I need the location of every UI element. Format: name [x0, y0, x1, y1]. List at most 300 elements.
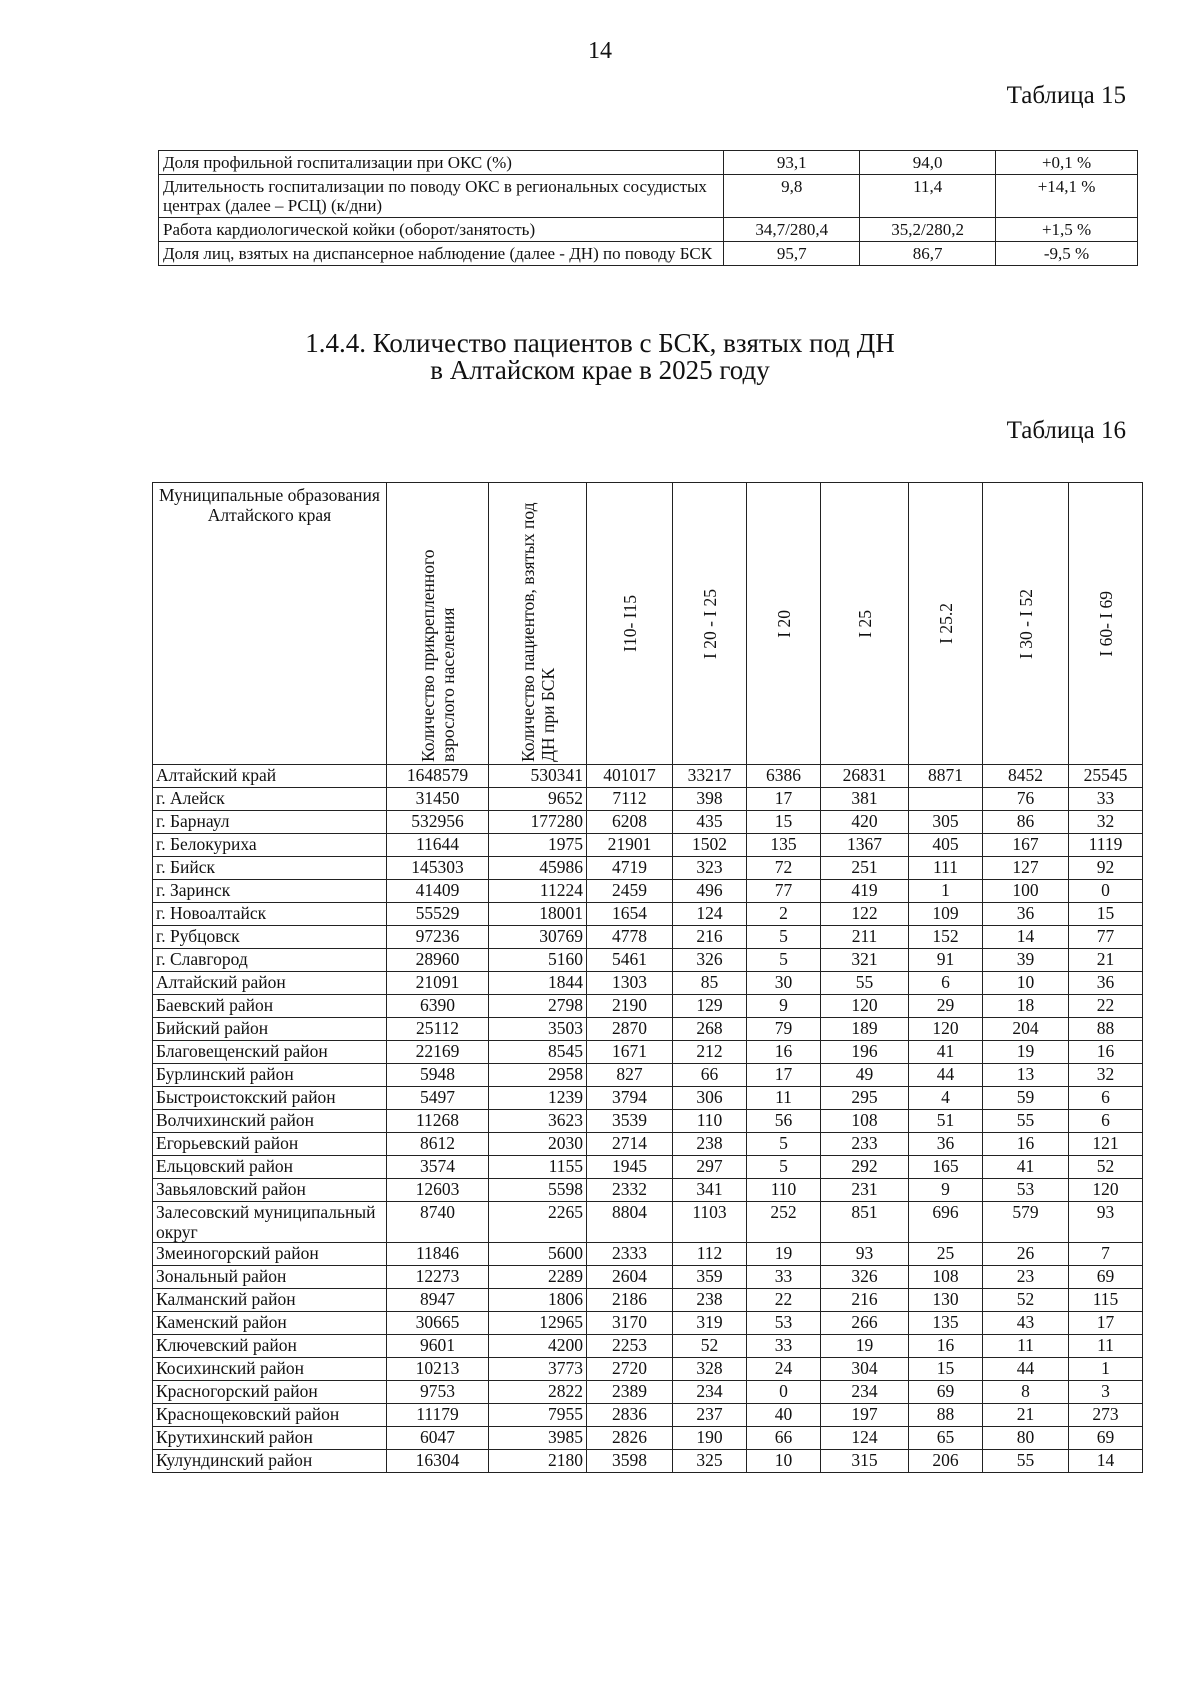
cell-col-2: 2180 — [489, 1450, 587, 1473]
table-row — [153, 972, 1143, 995]
cell-col-2: 1806 — [489, 1289, 587, 1312]
table-row — [153, 1404, 1143, 1427]
cell-col-1: 9601 — [387, 1335, 489, 1358]
cell-col-2: 2822 — [489, 1381, 587, 1404]
cell-col-4: 190 — [673, 1427, 747, 1450]
cell-col-7: 88 — [909, 1404, 983, 1427]
cell-col-4: 435 — [673, 811, 747, 834]
cell-col-2: 5160 — [489, 949, 587, 972]
municipality-name: Бийский район — [153, 1018, 387, 1041]
cell-col-4: 297 — [673, 1156, 747, 1179]
cell-col-3: 2333 — [587, 1243, 673, 1266]
cell-col-7: 65 — [909, 1427, 983, 1450]
table-row — [153, 811, 1143, 834]
cell-col-5: 30 — [747, 972, 821, 995]
cell-col-8: 43 — [983, 1312, 1069, 1335]
cell-col-2: 2798 — [489, 995, 587, 1018]
cell-col-8: 86 — [983, 811, 1069, 834]
cell-col-7: 696 — [909, 1202, 983, 1243]
cell-col-7: 9 — [909, 1179, 983, 1202]
cell-col-6: 419 — [821, 880, 909, 903]
cell-col-1: 5497 — [387, 1087, 489, 1110]
cell-col-1: 11268 — [387, 1110, 489, 1133]
cell-col-9: 6 — [1069, 1087, 1143, 1110]
cell-col-9: 93 — [1069, 1202, 1143, 1243]
cell-col-8: 167 — [983, 834, 1069, 857]
cell-col-6: 292 — [821, 1156, 909, 1179]
table-row — [153, 1110, 1143, 1133]
cell-col-3: 827 — [587, 1064, 673, 1087]
cell-col-7: 91 — [909, 949, 983, 972]
cell-col-3: 1671 — [587, 1041, 673, 1064]
cell-col-6: 197 — [821, 1404, 909, 1427]
table-row — [153, 1243, 1143, 1266]
table-row — [153, 949, 1143, 972]
municipality-name: Крутихинский район — [153, 1427, 387, 1450]
cell-col-9: 69 — [1069, 1266, 1143, 1289]
cell-col-4: 496 — [673, 880, 747, 903]
cell-col-8: 19 — [983, 1041, 1069, 1064]
cell-col-2: 12965 — [489, 1312, 587, 1335]
table-row — [159, 242, 1138, 266]
cell-col-9: 6 — [1069, 1110, 1143, 1133]
cell-col-4: 1502 — [673, 834, 747, 857]
cell-col-3: 2190 — [587, 995, 673, 1018]
table-row — [153, 857, 1143, 880]
cell-col-9: 32 — [1069, 1064, 1143, 1087]
table-row — [153, 834, 1143, 857]
municipality-name: Завьяловский район — [153, 1179, 387, 1202]
cell-col-9: 17 — [1069, 1312, 1143, 1335]
cell-col-7: 16 — [909, 1335, 983, 1358]
cell-col-1: 6047 — [387, 1427, 489, 1450]
cell-col-4: 112 — [673, 1243, 747, 1266]
cell-col-2: 8545 — [489, 1041, 587, 1064]
cell-col-4: 238 — [673, 1133, 747, 1156]
cell-col-8: 127 — [983, 857, 1069, 880]
municipality-name: Благовещенский район — [153, 1041, 387, 1064]
cell-col-8: 52 — [983, 1289, 1069, 1312]
cell-col-4: 323 — [673, 857, 747, 880]
cell-col-7: 130 — [909, 1289, 983, 1312]
cell-col-2: 18001 — [489, 903, 587, 926]
cell-col-9: 121 — [1069, 1133, 1143, 1156]
cell-col-1: 5948 — [387, 1064, 489, 1087]
table-row — [159, 218, 1138, 242]
table-row — [153, 1312, 1143, 1335]
cell-col-2: 9652 — [489, 788, 587, 811]
header-col-2-label: Количество пациентов, взятых под ДН при БСК — [517, 502, 558, 762]
value-previous: 9,8 — [724, 175, 860, 218]
cell-col-4: 85 — [673, 972, 747, 995]
cell-col-5: 22 — [747, 1289, 821, 1312]
header-col-6 — [821, 483, 909, 765]
cell-col-3: 1654 — [587, 903, 673, 926]
cell-col-9: 25545 — [1069, 765, 1143, 788]
municipality-name: Волчихинский район — [153, 1110, 387, 1133]
cell-col-9: 1119 — [1069, 834, 1143, 857]
cell-col-6: 108 — [821, 1110, 909, 1133]
cell-col-6: 251 — [821, 857, 909, 880]
cell-col-3: 3539 — [587, 1110, 673, 1133]
cell-col-1: 532956 — [387, 811, 489, 834]
cell-col-2: 4200 — [489, 1335, 587, 1358]
table-16-header-row — [153, 483, 1143, 765]
municipality-name: Краснощековский район — [153, 1404, 387, 1427]
cell-col-2: 530341 — [489, 765, 587, 788]
cell-col-8: 23 — [983, 1266, 1069, 1289]
cell-col-8: 8452 — [983, 765, 1069, 788]
cell-col-2: 30769 — [489, 926, 587, 949]
cell-col-4: 325 — [673, 1450, 747, 1473]
cell-col-2: 177280 — [489, 811, 587, 834]
cell-col-4: 326 — [673, 949, 747, 972]
cell-col-4: 234 — [673, 1381, 747, 1404]
cell-col-6: 55 — [821, 972, 909, 995]
cell-col-2: 2265 — [489, 1202, 587, 1243]
header-col-3 — [587, 483, 673, 765]
cell-col-7: 4 — [909, 1087, 983, 1110]
cell-col-9: 11 — [1069, 1335, 1143, 1358]
cell-col-8: 579 — [983, 1202, 1069, 1243]
cell-col-8: 100 — [983, 880, 1069, 903]
cell-col-6: 304 — [821, 1358, 909, 1381]
cell-col-4: 237 — [673, 1404, 747, 1427]
header-col-8-label: I 30 - I 52 — [1015, 588, 1036, 659]
cell-col-8: 53 — [983, 1179, 1069, 1202]
table-15 — [158, 150, 1138, 266]
table-row — [153, 1450, 1143, 1473]
cell-col-6: 216 — [821, 1289, 909, 1312]
cell-col-4: 212 — [673, 1041, 747, 1064]
cell-col-5: 33 — [747, 1335, 821, 1358]
table-row — [153, 1381, 1143, 1404]
cell-col-5: 6386 — [747, 765, 821, 788]
header-col-4-label: I 20 - I 25 — [699, 588, 720, 659]
cell-col-4: 359 — [673, 1266, 747, 1289]
cell-col-6: 234 — [821, 1381, 909, 1404]
cell-col-9: 33 — [1069, 788, 1143, 811]
cell-col-8: 18 — [983, 995, 1069, 1018]
cell-col-9: 32 — [1069, 811, 1143, 834]
municipality-name: г. Рубцовск — [153, 926, 387, 949]
cell-col-5: 33 — [747, 1266, 821, 1289]
cell-col-9: 77 — [1069, 926, 1143, 949]
value-change: +14,1 % — [996, 175, 1138, 218]
cell-col-2: 5600 — [489, 1243, 587, 1266]
cell-col-1: 30665 — [387, 1312, 489, 1335]
cell-col-8: 36 — [983, 903, 1069, 926]
cell-col-5: 72 — [747, 857, 821, 880]
cell-col-9: 69 — [1069, 1427, 1143, 1450]
municipality-name: г. Новоалтайск — [153, 903, 387, 926]
cell-col-9: 16 — [1069, 1041, 1143, 1064]
cell-col-7: 8871 — [909, 765, 983, 788]
cell-col-6: 321 — [821, 949, 909, 972]
table-15-caption: Таблица 15 — [1006, 82, 1126, 109]
municipality-name: Егорьевский район — [153, 1133, 387, 1156]
cell-col-1: 28960 — [387, 949, 489, 972]
cell-col-2: 3623 — [489, 1110, 587, 1133]
municipality-name: г. Бийск — [153, 857, 387, 880]
cell-col-1: 22169 — [387, 1041, 489, 1064]
cell-col-3: 2826 — [587, 1427, 673, 1450]
cell-col-6: 189 — [821, 1018, 909, 1041]
cell-col-8: 41 — [983, 1156, 1069, 1179]
municipality-name: Быстроистокский район — [153, 1087, 387, 1110]
cell-col-1: 31450 — [387, 788, 489, 811]
cell-col-2: 2030 — [489, 1133, 587, 1156]
cell-col-7: 120 — [909, 1018, 983, 1041]
cell-col-7: 36 — [909, 1133, 983, 1156]
municipality-name: г. Барнаул — [153, 811, 387, 834]
cell-col-5: 5 — [747, 949, 821, 972]
cell-col-7: 111 — [909, 857, 983, 880]
header-col-2 — [489, 483, 587, 765]
cell-col-4: 216 — [673, 926, 747, 949]
cell-col-3: 2332 — [587, 1179, 673, 1202]
cell-col-3: 2253 — [587, 1335, 673, 1358]
cell-col-3: 1945 — [587, 1156, 673, 1179]
cell-col-7: 108 — [909, 1266, 983, 1289]
cell-col-7: 6 — [909, 972, 983, 995]
cell-col-1: 8612 — [387, 1133, 489, 1156]
cell-col-3: 7112 — [587, 788, 673, 811]
table-row — [153, 1064, 1143, 1087]
municipality-name: г. Заринск — [153, 880, 387, 903]
cell-col-5: 17 — [747, 788, 821, 811]
cell-col-4: 33217 — [673, 765, 747, 788]
indicator-label: Работа кардиологической койки (оборот/занятость) — [159, 218, 724, 242]
header-col-8 — [983, 483, 1069, 765]
cell-col-8: 14 — [983, 926, 1069, 949]
cell-col-5: 15 — [747, 811, 821, 834]
cell-col-8: 59 — [983, 1087, 1069, 1110]
cell-col-6: 124 — [821, 1427, 909, 1450]
cell-col-5: 16 — [747, 1041, 821, 1064]
cell-col-3: 2720 — [587, 1358, 673, 1381]
cell-col-2: 3773 — [489, 1358, 587, 1381]
cell-col-3: 2186 — [587, 1289, 673, 1312]
cell-col-1: 1648579 — [387, 765, 489, 788]
value-previous: 93,1 — [724, 151, 860, 175]
cell-col-1: 145303 — [387, 857, 489, 880]
header-col-9 — [1069, 483, 1143, 765]
header-col-1-label: Количество прикрепленного взрослого населения — [417, 549, 458, 762]
cell-col-3: 1303 — [587, 972, 673, 995]
cell-col-9: 21 — [1069, 949, 1143, 972]
cell-col-1: 12273 — [387, 1266, 489, 1289]
cell-col-3: 2459 — [587, 880, 673, 903]
municipality-name: Косихинский район — [153, 1358, 387, 1381]
cell-col-5: 11 — [747, 1087, 821, 1110]
cell-col-1: 11846 — [387, 1243, 489, 1266]
value-current: 11,4 — [860, 175, 996, 218]
value-previous: 34,7/280,4 — [724, 218, 860, 242]
municipality-name: Залесовский муниципальный округ — [153, 1202, 387, 1243]
cell-col-3: 2389 — [587, 1381, 673, 1404]
cell-col-7: 135 — [909, 1312, 983, 1335]
cell-col-1: 16304 — [387, 1450, 489, 1473]
cell-col-6: 1367 — [821, 834, 909, 857]
cell-col-5: 9 — [747, 995, 821, 1018]
value-change: +0,1 % — [996, 151, 1138, 175]
cell-col-4: 110 — [673, 1110, 747, 1133]
table-16 — [152, 482, 1143, 1473]
municipality-name: Змеиногорский район — [153, 1243, 387, 1266]
cell-col-7: 109 — [909, 903, 983, 926]
page-number: 14 — [588, 38, 612, 64]
cell-col-3: 2836 — [587, 1404, 673, 1427]
cell-col-9: 0 — [1069, 880, 1143, 903]
indicator-label: Доля лиц, взятых на диспансерное наблюдение (далее - ДН) по поводу БСК — [159, 242, 724, 266]
table-row — [153, 1358, 1143, 1381]
cell-col-9: 115 — [1069, 1289, 1143, 1312]
cell-col-4: 341 — [673, 1179, 747, 1202]
cell-col-8: 76 — [983, 788, 1069, 811]
cell-col-6: 19 — [821, 1335, 909, 1358]
cell-col-7: 1 — [909, 880, 983, 903]
cell-col-6: 381 — [821, 788, 909, 811]
value-current: 94,0 — [860, 151, 996, 175]
municipality-name: Ключевский район — [153, 1335, 387, 1358]
cell-col-3: 21901 — [587, 834, 673, 857]
cell-col-2: 1975 — [489, 834, 587, 857]
cell-col-1: 21091 — [387, 972, 489, 995]
header-col-5-label: I 20 — [773, 609, 794, 638]
municipality-name: г. Алейск — [153, 788, 387, 811]
cell-col-2: 1844 — [489, 972, 587, 995]
cell-col-3: 4719 — [587, 857, 673, 880]
header-col-3-label: I10- I15 — [619, 595, 640, 652]
cell-col-8: 55 — [983, 1110, 1069, 1133]
section-title — [0, 330, 1200, 384]
municipality-name: Красногорский район — [153, 1381, 387, 1404]
municipality-name: Баевский район — [153, 995, 387, 1018]
cell-col-7: 15 — [909, 1358, 983, 1381]
cell-col-3: 2870 — [587, 1018, 673, 1041]
indicator-label: Длительность госпитализации по поводу ОКС в региональных сосудистых центрах (далее – РСЦ) (к/дни) — [159, 175, 724, 218]
cell-col-4: 328 — [673, 1358, 747, 1381]
cell-col-1: 6390 — [387, 995, 489, 1018]
cell-col-6: 26831 — [821, 765, 909, 788]
cell-col-8: 13 — [983, 1064, 1069, 1087]
cell-col-3: 5461 — [587, 949, 673, 972]
table-row — [153, 995, 1143, 1018]
cell-col-3: 2604 — [587, 1266, 673, 1289]
cell-col-5: 53 — [747, 1312, 821, 1335]
cell-col-1: 10213 — [387, 1358, 489, 1381]
cell-col-1: 9753 — [387, 1381, 489, 1404]
cell-col-7: 25 — [909, 1243, 983, 1266]
cell-col-1: 8947 — [387, 1289, 489, 1312]
cell-col-9: 3 — [1069, 1381, 1143, 1404]
cell-col-7: 69 — [909, 1381, 983, 1404]
cell-col-5: 5 — [747, 1156, 821, 1179]
cell-col-6: 851 — [821, 1202, 909, 1243]
cell-col-2: 1239 — [489, 1087, 587, 1110]
cell-col-9: 88 — [1069, 1018, 1143, 1041]
cell-col-5: 66 — [747, 1427, 821, 1450]
cell-col-8: 16 — [983, 1133, 1069, 1156]
section-title-line2: в Алтайском крае в 2025 году — [430, 355, 770, 385]
municipality-name: Зональный район — [153, 1266, 387, 1289]
cell-col-1: 3574 — [387, 1156, 489, 1179]
cell-col-5: 5 — [747, 926, 821, 949]
cell-col-2: 2958 — [489, 1064, 587, 1087]
table-row — [153, 926, 1143, 949]
table-row — [153, 903, 1143, 926]
cell-col-3: 8804 — [587, 1202, 673, 1243]
cell-col-3: 4778 — [587, 926, 673, 949]
cell-col-4: 398 — [673, 788, 747, 811]
cell-col-1: 11179 — [387, 1404, 489, 1427]
cell-col-8: 80 — [983, 1427, 1069, 1450]
cell-col-5: 10 — [747, 1450, 821, 1473]
cell-col-7: 29 — [909, 995, 983, 1018]
cell-col-6: 233 — [821, 1133, 909, 1156]
cell-col-2: 7955 — [489, 1404, 587, 1427]
cell-col-3: 401017 — [587, 765, 673, 788]
cell-col-9: 273 — [1069, 1404, 1143, 1427]
cell-col-6: 93 — [821, 1243, 909, 1266]
header-col-5 — [747, 483, 821, 765]
cell-col-1: 41409 — [387, 880, 489, 903]
cell-col-5: 5 — [747, 1133, 821, 1156]
cell-col-5: 19 — [747, 1243, 821, 1266]
cell-col-7: 206 — [909, 1450, 983, 1473]
table-row — [153, 1427, 1143, 1450]
municipality-name: Ельцовский район — [153, 1156, 387, 1179]
cell-col-2: 45986 — [489, 857, 587, 880]
cell-col-2: 3985 — [489, 1427, 587, 1450]
cell-col-4: 319 — [673, 1312, 747, 1335]
cell-col-5: 24 — [747, 1358, 821, 1381]
table-row — [153, 1266, 1143, 1289]
cell-col-3: 6208 — [587, 811, 673, 834]
cell-col-4: 268 — [673, 1018, 747, 1041]
table-row — [159, 151, 1138, 175]
cell-col-8: 44 — [983, 1358, 1069, 1381]
municipality-name: Алтайский район — [153, 972, 387, 995]
cell-col-4: 238 — [673, 1289, 747, 1312]
cell-col-7 — [909, 788, 983, 811]
cell-col-1: 12603 — [387, 1179, 489, 1202]
cell-col-6: 120 — [821, 995, 909, 1018]
cell-col-2: 11224 — [489, 880, 587, 903]
cell-col-7: 165 — [909, 1156, 983, 1179]
cell-col-9: 120 — [1069, 1179, 1143, 1202]
table-row — [153, 1133, 1143, 1156]
table-row — [153, 1041, 1143, 1064]
table-row — [159, 175, 1138, 218]
value-change: -9,5 % — [996, 242, 1138, 266]
cell-col-1: 25112 — [387, 1018, 489, 1041]
section-title-line1: 1.4.4. Количество пациентов с БСК, взятых под ДН — [305, 328, 895, 358]
header-col-7 — [909, 483, 983, 765]
table-row — [153, 1202, 1143, 1243]
cell-col-9: 15 — [1069, 903, 1143, 926]
cell-col-2: 3503 — [489, 1018, 587, 1041]
cell-col-4: 52 — [673, 1335, 747, 1358]
table-16-caption: Таблица 16 — [1006, 417, 1126, 444]
cell-col-5: 2 — [747, 903, 821, 926]
cell-col-9: 92 — [1069, 857, 1143, 880]
cell-col-6: 326 — [821, 1266, 909, 1289]
cell-col-6: 196 — [821, 1041, 909, 1064]
cell-col-6: 49 — [821, 1064, 909, 1087]
value-current: 86,7 — [860, 242, 996, 266]
